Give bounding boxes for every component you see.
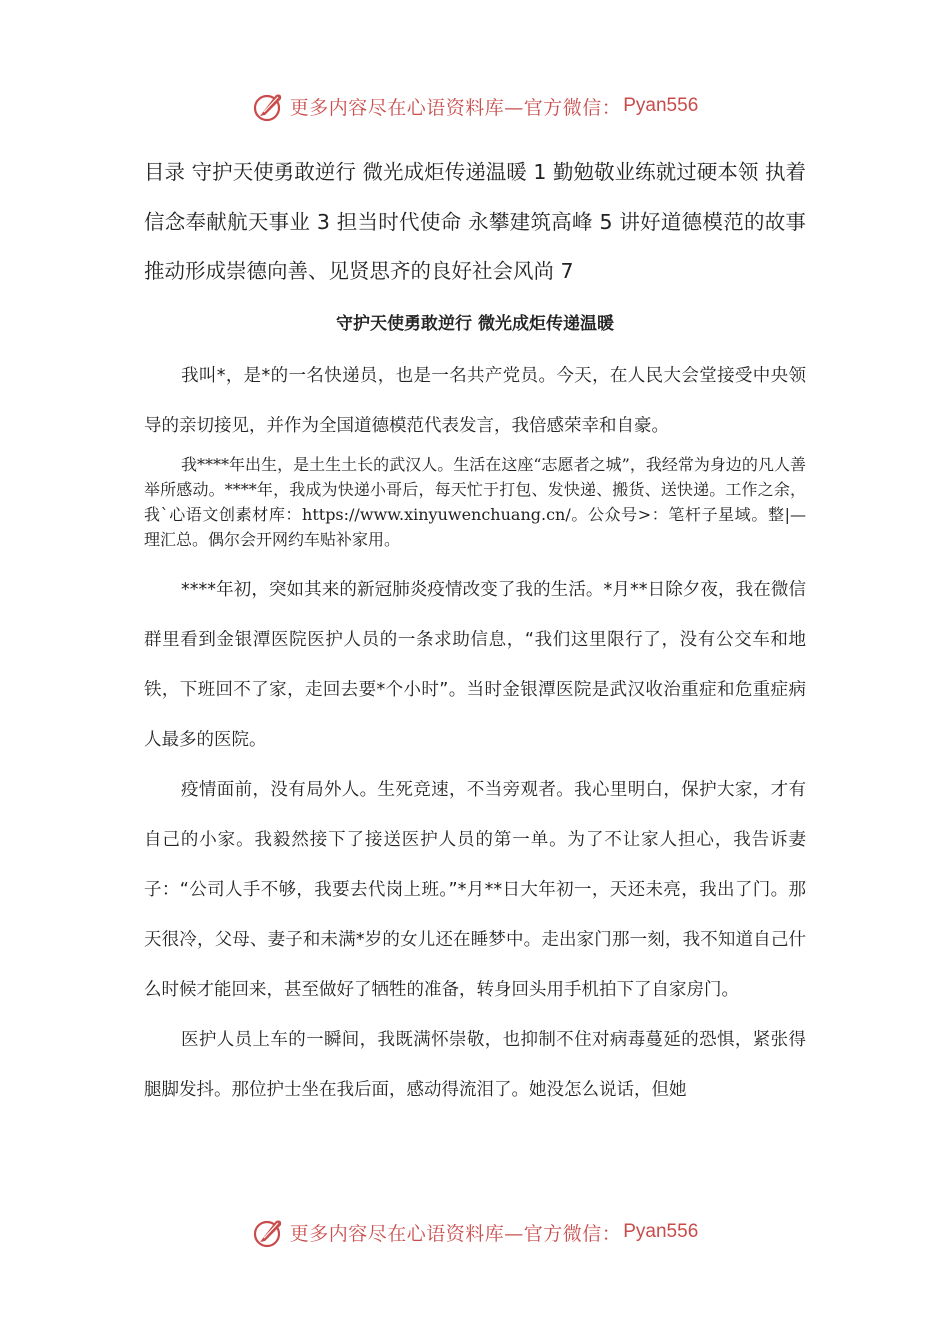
footer-banner [0,1212,950,1252]
paragraph-5: 医护人员上车的一瞬间，我既满怀崇敬，也抑制不住对病毒蔓延的恐惧，紧张得腿脚发抖。那位护士坐在我后面，感动得流泪了。她没怎么说话，但她 [144,1029,806,1100]
banner-wechat-id: Pyan556 [623,95,699,116]
banner-text: 更多内容尽在心语资料库—官方微信： [289,1222,622,1245]
section-title: 守护天使勇敢逆行 微光成炬传递温暖 [336,313,614,334]
banner-wechat-id: Pyan556 [623,1221,699,1242]
paragraph-2: 我****年出生，是土生土长的武汉人。生活在这座“志愿者之城”，我经常为身边的凡人善举所感动。****年，我成为快递小哥后，每天忙于打包、发快递、搬货、送快递。工作之余，我`心语文创素材库：https://www.xinyuwenchuang.cn/。公众号>：笔杆子星域。整|—理汇总。偶尔会开网约车贴补家用。 [144,454,806,549]
quill-circle-icon [252,1215,286,1249]
paragraph-1: 我叫*，是*的一名快递员，也是一名共产党员。今天，在人民大会堂接受中央领导的亲切接见，并作为全国道德模范代表发言，我倍感荣幸和自豪。 [144,365,806,436]
document-body [144,148,806,1115]
table-of-contents: 目录 守护天使勇敢逆行 微光成炬传递温暖 1 勤勉敬业练就过硬本领 执着信念奉献航天事业 3 担当时代使命 永攀建筑高峰 5 讲好道德模范的故事 推动形成崇德向善、见贤思齐的良好社会风尚 7 [144,160,806,283]
banner-text: 更多内容尽在心语资料库—官方微信： [289,96,622,119]
paragraph-3: ****年初，突如其来的新冠肺炎疫情改变了我的生活。*月**日除夕夜，我在微信群里看到金银潭医院医护人员的一条求助信息，“我们这里限行了，没有公交车和地铁，下班回不了家，走回去要*个小时”。当时金银潭医院是武汉收治重症和危重症病人最多的医院。 [144,579,806,750]
quill-circle-icon [252,89,286,123]
paragraph-4: 疫情面前，没有局外人。生死竞速，不当旁观者。我心里明白，保护大家，才有自己的小家。我毅然接下了接送医护人员的第一单。为了不让家人担心，我告诉妻子：“公司人手不够，我要去代岗上班。”*月**日大年初一，天还未亮，我出了门。那天很冷，父母、妻子和未满*岁的女儿还在睡梦中。走出家门那一刻，我不知道自己什么时候才能回来，甚至做好了牺牲的准备，转身回头用手机拍下了自家房门。 [144,779,806,1000]
header-banner [0,86,950,126]
